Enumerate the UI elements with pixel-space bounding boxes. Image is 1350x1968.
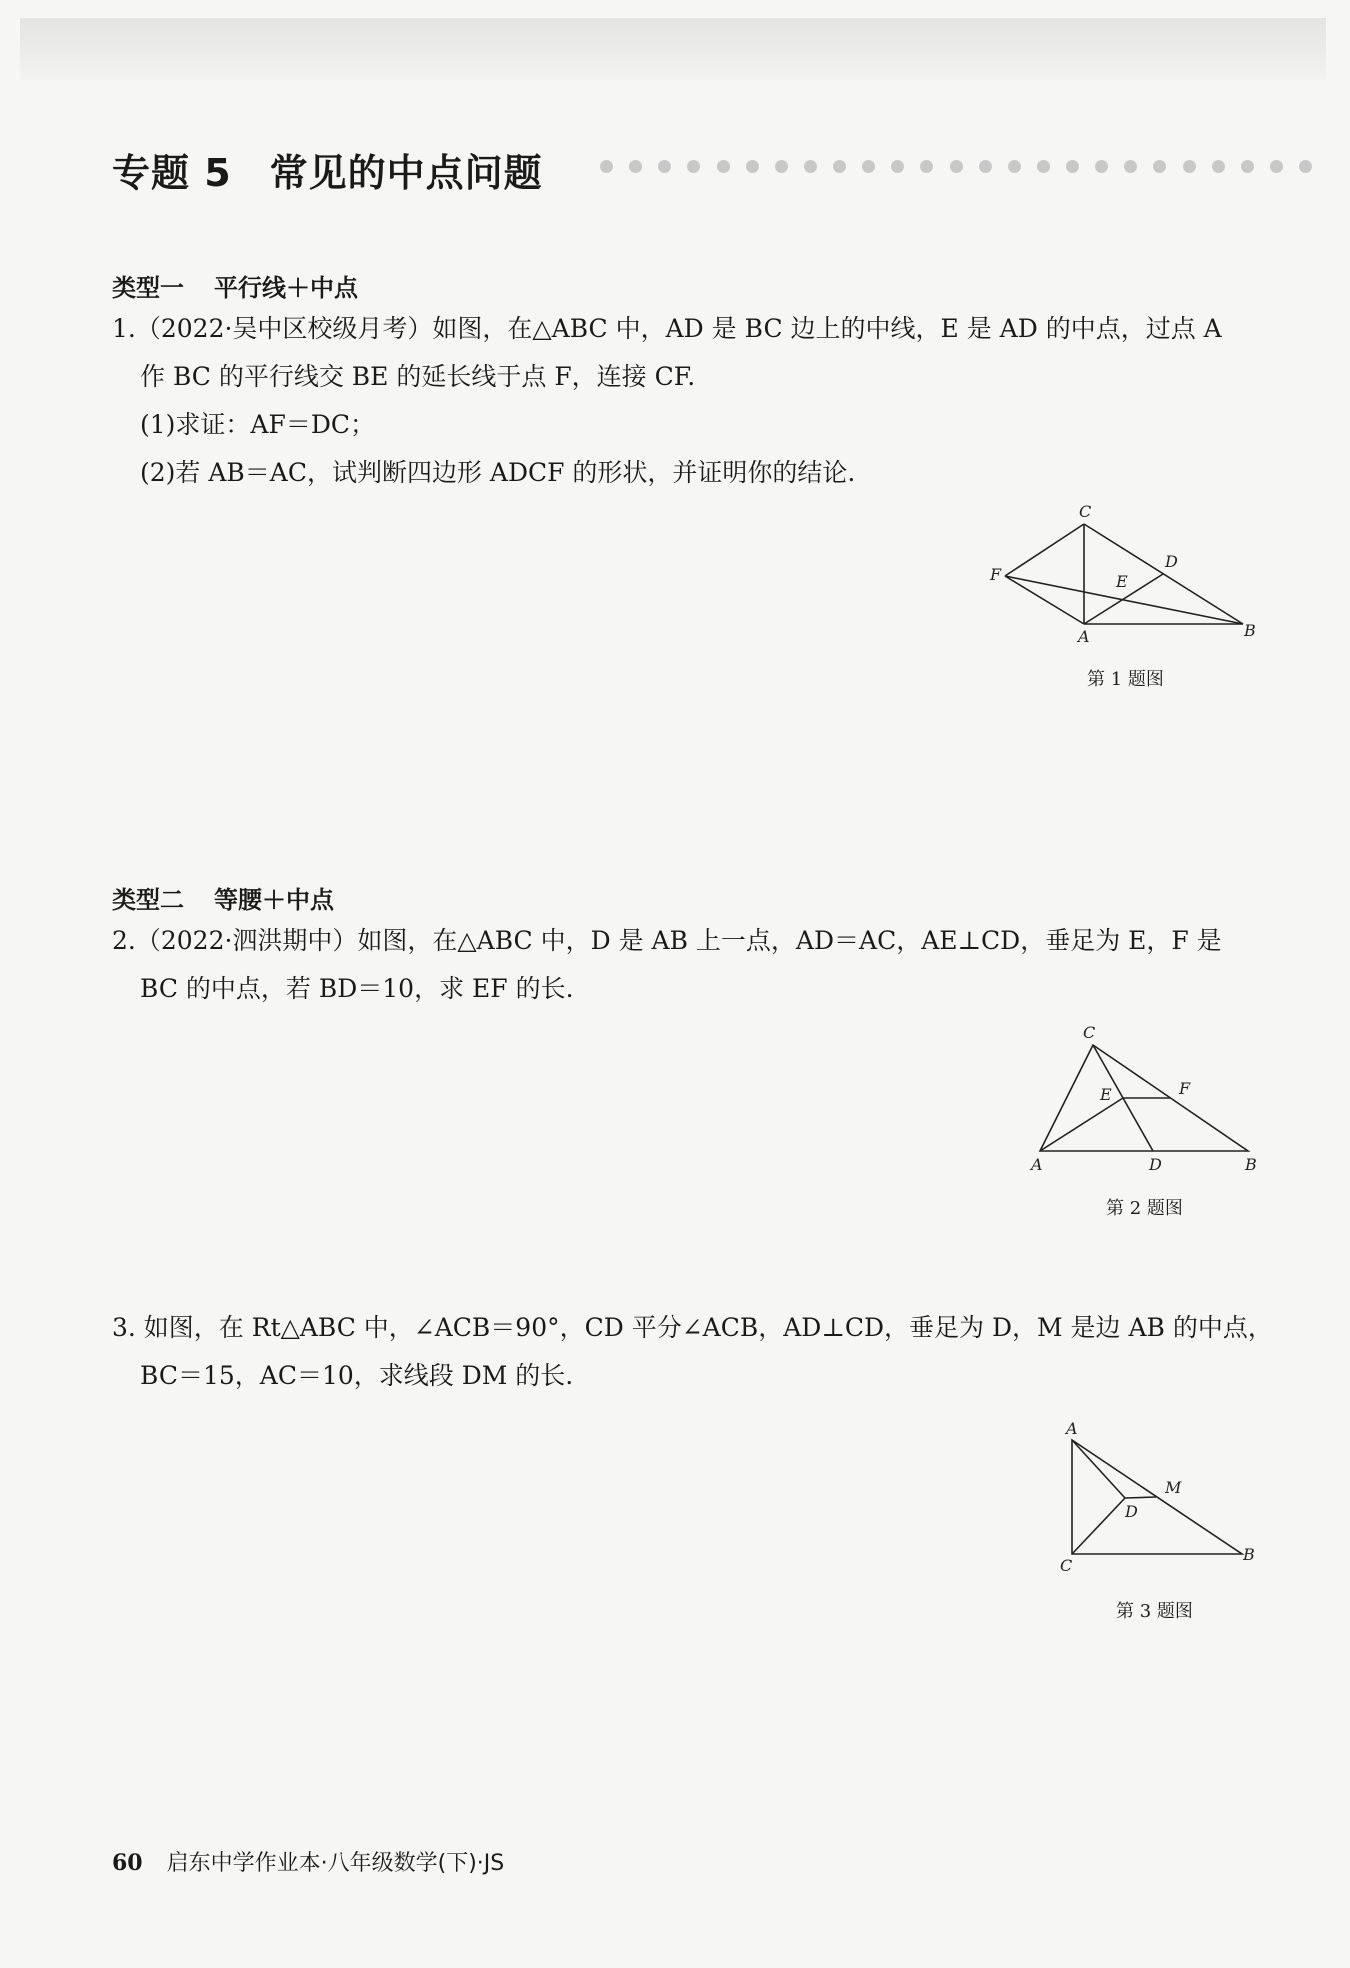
figure-1-caption: 第 1 题图 — [1087, 669, 1164, 690]
page-title — [112, 142, 543, 197]
fig2-label-F: F — [1179, 1079, 1191, 1098]
page-number: 60 — [112, 1850, 143, 1876]
fig1-label-A: A — [1078, 627, 1090, 646]
problem-1-line-2: 作 BC 的平行线交 BE 的延长线于点 F，连接 CF. — [140, 362, 696, 391]
fig3-triangle-ABC — [1072, 1440, 1242, 1554]
fig2-label-A: A — [1031, 1155, 1043, 1174]
fig3-label-B: B — [1243, 1545, 1255, 1564]
fig2-label-C: C — [1083, 1023, 1096, 1042]
fig1-label-D: D — [1165, 552, 1178, 571]
figure-3-caption: 第 3 题图 — [1116, 1601, 1193, 1622]
figure-2-caption: 第 2 题图 — [1106, 1198, 1183, 1219]
problem-2 — [112, 917, 1262, 1013]
fig1-label-E: E — [1116, 572, 1128, 591]
fig3-segment-AD — [1072, 1440, 1125, 1498]
fig1-segment-CF — [1005, 524, 1084, 576]
fig1-label-F: F — [990, 565, 1002, 584]
figure-1 — [988, 500, 1268, 650]
fig3-segment-CD — [1072, 1498, 1125, 1554]
section-heading-2: 类型二 等腰＋中点 — [112, 886, 334, 914]
figure-3 — [1050, 1420, 1270, 1580]
top-decorative-band — [20, 18, 1326, 80]
fig1-label-B: B — [1244, 621, 1256, 640]
fig2-label-B: B — [1245, 1155, 1257, 1174]
problem-1-line-1: 1.（2022·吴中区校级月考）如图，在△ABC 中，AD 是 BC 边上的中线，E 是 AD 的中点，过点 A — [112, 314, 1222, 343]
book-title: 启东中学作业本·八年级数学(下)·JS — [166, 1851, 505, 1876]
problem-2-line-1: 2.（2022·泗洪期中）如图，在△ABC 中，D 是 AB 上一点，AD＝AC，AE⊥CD，垂足为 E，F 是 — [112, 926, 1222, 955]
problem-3 — [112, 1304, 1273, 1400]
section-heading-1: 类型一 平行线＋中点 — [112, 274, 358, 302]
fig3-label-A: A — [1066, 1419, 1078, 1438]
fig3-label-M: M — [1165, 1478, 1182, 1497]
problem-3-line-1: 3. 如图，在 Rt△ABC 中，∠ACB＝90°，CD 平分∠ACB，AD⊥CD，垂足为 D，M 是边 AB 的中点， — [112, 1313, 1273, 1342]
figure-2 — [1026, 1020, 1266, 1174]
fig3-label-D: D — [1125, 1502, 1138, 1521]
fig3-segment-DM — [1125, 1497, 1156, 1498]
problem-1-part-2: (2)若 AB＝AC，试判断四边形 ADCF 的形状，并证明你的结论. — [140, 458, 856, 487]
topic-number: 专题 5 — [112, 151, 232, 195]
fig3-label-C: C — [1060, 1556, 1073, 1575]
problem-2-line-2: BC 的中点，若 BD＝10，求 EF 的长. — [140, 974, 574, 1003]
title-dot-row — [600, 158, 1312, 174]
topic-title: 常见的中点问题 — [269, 151, 543, 195]
fig2-label-D: D — [1149, 1155, 1162, 1174]
fig1-label-C: C — [1079, 502, 1092, 521]
problem-3-line-2: BC＝15，AC＝10，求线段 DM 的长. — [140, 1361, 574, 1390]
problem-1 — [112, 305, 1262, 497]
fig2-label-E: E — [1100, 1085, 1112, 1104]
page-footer — [112, 1846, 504, 1877]
problem-1-part-1: (1)求证：AF＝DC； — [140, 410, 375, 439]
